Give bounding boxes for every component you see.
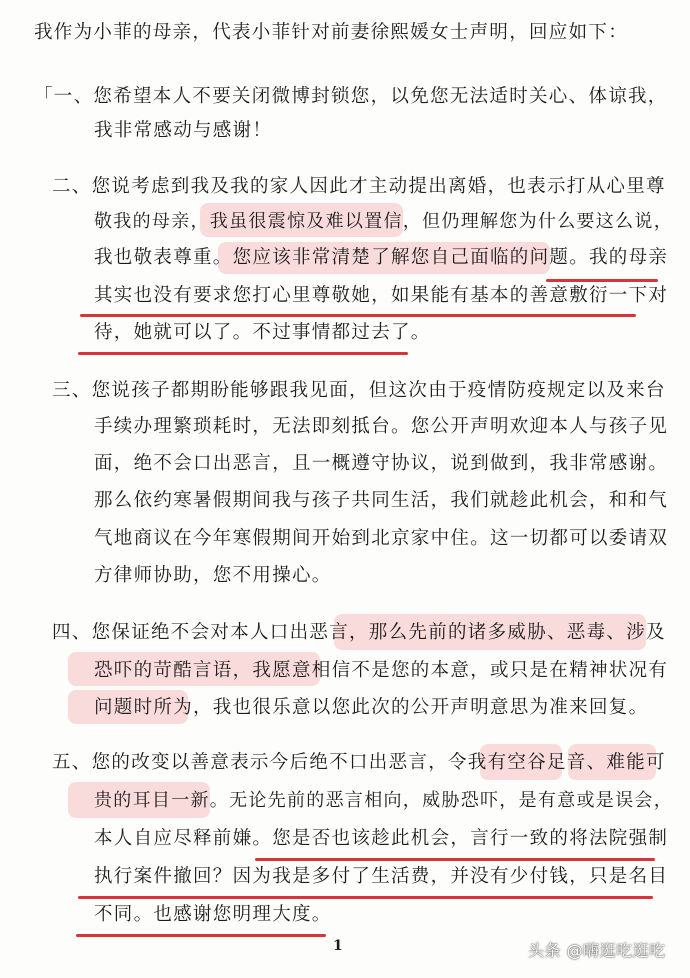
section-3-line-4: 那么依约寒暑假期间我与孩子共同生活，我们就趁此机会，和和气 — [94, 490, 669, 511]
section-3-line-1: 三、您说孩子都期盼能够跟我见面，但这次由于疫情防疫规定以及来台 — [52, 380, 666, 401]
section-2-line-3: 我也敬表尊重。您应该非常清楚了解您自己面临的问题。我的母亲 — [94, 247, 669, 268]
page-number: 1 — [333, 938, 343, 954]
underline-mark — [255, 858, 655, 861]
section-4-line-3: 问题时所为，我也很乐意以您此次的公开声明意思为准来回复。 — [94, 697, 649, 718]
section-3-line-3: 面，绝不会口出恶言，且一概遵守协议，说到做到，我非常感谢。 — [94, 453, 669, 474]
section-4-line-1: 四、您保证绝不会对本人口出恶言，那么先前的诸多威胁、恶毒、涉及 — [52, 622, 666, 643]
section-5-line-3: 本人自应尽释前嫌。您是否也该趁此机会，言行一致的将法院强制 — [94, 828, 669, 849]
section-2-line-5: 待，她就可以了。不过事情都过去了。 — [94, 322, 431, 343]
section-2-line-1: 二、您说考虑到我及我的家人因此才主动提出离婚，也表示打从心里尊 — [52, 176, 666, 197]
underline-mark — [80, 314, 636, 317]
underline-mark — [546, 279, 658, 282]
section-1-line-1: 「一、您希望本人不要关闭微博封锁您，以免您无法适时关心、体谅我， — [34, 86, 668, 107]
section-4-line-2: 恐吓的苛酷言语，我愿意相信不是您的本意，或只是在精神状况有 — [94, 660, 669, 681]
section-5-line-2: 贵的耳目一新。无论先前的恶言相向，威胁恐吓，是有意或是误会， — [94, 790, 673, 811]
section-2-line-2: 敬我的母亲，我虽很震惊及难以置信，但仍理解您为什么要这么说， — [94, 211, 673, 232]
underline-mark — [78, 352, 408, 355]
section-3-line-2: 手续办理繁琐耗时，无法即刻抵台。您公开声明欢迎本人与孩子见 — [94, 416, 669, 437]
section-5-line-4: 执行案件撤回？因为我是多付了生活费，并没有少付钱，只是名目 — [94, 866, 669, 887]
section-5-line-1: 五、您的改变以善意表示今后绝不口出恶言，令我有空谷足音、难能可 — [52, 752, 666, 773]
intro-line: 我作为小菲的母亲，代表小菲针对前妻徐熙媛女士声明，回应如下： — [34, 22, 629, 43]
section-2-line-4: 其实也没有要求您打心里尊敬她，如果能有基本的善意敷衍一下对 — [94, 285, 669, 306]
underline-mark — [76, 934, 326, 937]
section-3-line-6: 方律师协助，您不用操心。 — [94, 565, 332, 586]
section-3-line-5: 气地商议在今年寒假期间开始到北京家中住。这一切都可以委请双 — [94, 528, 669, 549]
section-5-line-5: 不同。也感谢您明理大度。 — [94, 904, 332, 925]
underline-mark — [78, 896, 653, 899]
source-watermark: 头条 @嗨逛吃逛吃 — [528, 941, 666, 960]
section-1-line-2: 我非常感动与感谢！ — [94, 120, 273, 141]
